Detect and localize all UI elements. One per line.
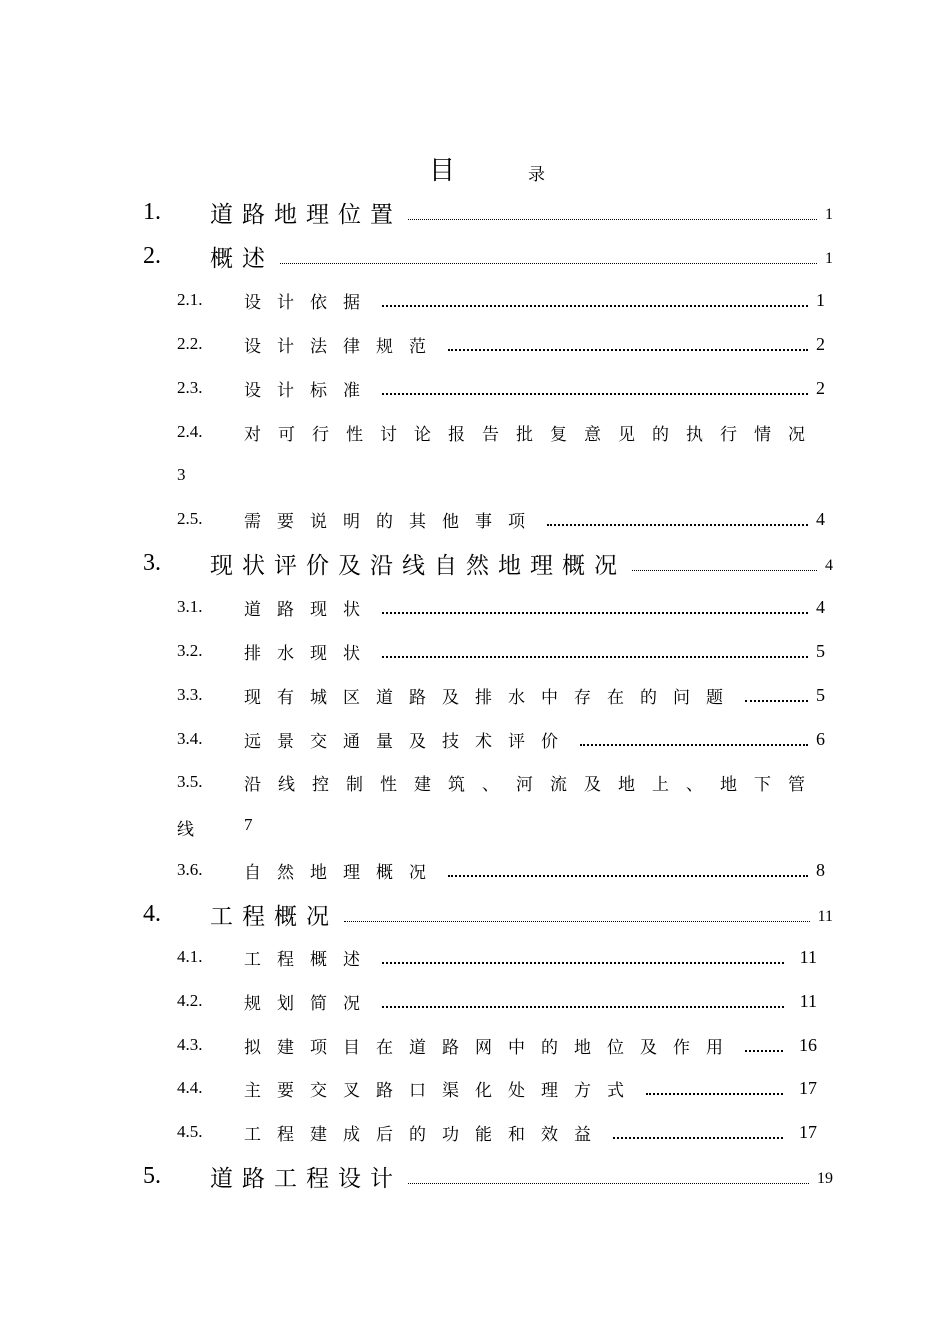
toc-page-number: 4 — [825, 557, 833, 574]
toc-heading: 需要说明的其他事项 — [244, 511, 541, 532]
toc-entry-3-2[interactable] — [177, 631, 825, 671]
toc-page-number: 11 — [799, 946, 817, 967]
toc-page-number: 8 — [816, 859, 825, 880]
toc-page-number: 7 — [244, 815, 253, 834]
toc-heading: 道路地理位置 — [210, 201, 402, 228]
toc-heading: 自然地理概况 — [244, 862, 442, 883]
dot-leader — [408, 205, 817, 220]
toc-entry-2-1[interactable] — [177, 280, 825, 320]
dot-leader — [632, 556, 817, 571]
toc-heading: 规划简况 — [244, 993, 376, 1014]
toc-entry-2-2[interactable] — [177, 324, 825, 364]
toc-heading: 远景交通量及技术评价 — [244, 731, 574, 752]
toc-page-number: 1 — [816, 289, 825, 310]
toc-entry-3[interactable] — [143, 543, 833, 583]
dot-leader — [382, 951, 784, 964]
toc-heading: 设计依据 — [244, 292, 376, 313]
dot-leader — [382, 645, 808, 658]
toc-number: 4.3. — [177, 1035, 203, 1054]
toc-heading: 对可行性讨论报告批复意见的执行情况 — [244, 424, 822, 445]
toc-number: 3.4. — [177, 729, 203, 748]
toc-heading-continuation: 线 — [177, 820, 194, 840]
toc-page-number: 17 — [799, 1121, 817, 1142]
toc-heading: 排水现状 — [244, 643, 376, 664]
toc-number: 2.3. — [177, 378, 203, 397]
dot-leader — [448, 338, 808, 351]
toc-title — [0, 150, 950, 190]
toc-heading: 道路工程设计 — [210, 1165, 402, 1192]
toc-heading: 拟建项目在道路网中的地位及作用 — [244, 1037, 739, 1058]
toc-title-char2: 录 — [528, 165, 545, 185]
toc-number: 2.1. — [177, 290, 203, 309]
toc-number: 3.1. — [177, 597, 203, 616]
toc-page-number: 5 — [816, 640, 825, 661]
toc-entry-3-5[interactable] — [177, 762, 825, 802]
dot-leader — [382, 294, 808, 307]
toc-page-number: 2 — [816, 377, 825, 398]
toc-entry-4-2[interactable] — [177, 981, 817, 1021]
toc-page-number: 2 — [816, 333, 825, 354]
toc-number: 2. — [143, 242, 161, 269]
toc-heading: 主要交叉路口渠化处理方式 — [244, 1080, 640, 1101]
dot-leader — [646, 1082, 783, 1095]
toc-heading: 设计法律规范 — [244, 336, 442, 357]
toc-page-number: 5 — [816, 684, 825, 705]
toc-number: 1. — [143, 198, 161, 225]
toc-number: 4.2. — [177, 991, 203, 1010]
toc-heading: 概述 — [210, 245, 274, 272]
toc-page-number: 1 — [825, 250, 833, 267]
toc-number: 3.2. — [177, 641, 203, 660]
toc-page-number: 4 — [816, 508, 825, 529]
toc-entry-4-3[interactable] — [177, 1025, 817, 1065]
toc-number: 4.5. — [177, 1122, 203, 1141]
toc-entry-4-1[interactable] — [177, 937, 817, 977]
toc-entry-4[interactable] — [143, 894, 833, 934]
toc-heading: 沿线控制性建筑、河流及地上、地下管 — [244, 774, 822, 795]
toc-number: 2.4. — [177, 422, 203, 441]
toc-heading: 设计标准 — [244, 380, 376, 401]
toc-page-number: 17 — [799, 1077, 817, 1098]
toc-heading: 道路现状 — [244, 599, 376, 620]
toc-entry-3-3[interactable] — [177, 675, 825, 715]
toc-entry-5[interactable] — [143, 1156, 833, 1196]
dot-leader — [745, 689, 808, 702]
toc-page-number: 16 — [799, 1034, 817, 1055]
toc-entry-1[interactable] — [143, 192, 833, 232]
toc-number: 2.2. — [177, 334, 203, 353]
toc-number: 4.4. — [177, 1078, 203, 1097]
toc-heading: 工程建成后的功能和效益 — [244, 1124, 607, 1145]
dot-leader — [344, 907, 810, 922]
dot-leader — [547, 513, 808, 526]
toc-page-number: 4 — [816, 596, 825, 617]
dot-leader — [580, 733, 808, 746]
toc-page-number: 1 — [825, 206, 833, 223]
toc-entry-2-5[interactable] — [177, 499, 825, 539]
toc-entry-2[interactable] — [143, 236, 833, 276]
toc-entry-3-1[interactable] — [177, 587, 825, 627]
toc-page-number: 11 — [817, 908, 833, 925]
toc-entry-4-4[interactable] — [177, 1068, 817, 1108]
toc-number: 5. — [143, 1162, 161, 1189]
toc-heading: 现有城区道路及排水中存在的问题 — [244, 687, 739, 708]
toc-page-number: 19 — [817, 1170, 833, 1187]
toc-number: 4. — [143, 900, 161, 927]
toc-number: 2.5. — [177, 509, 203, 528]
dot-leader — [448, 864, 808, 877]
toc-number: 3. — [143, 549, 161, 576]
toc-entry-3-4[interactable] — [177, 719, 825, 759]
toc-number: 3.6. — [177, 860, 203, 879]
dot-leader — [745, 1039, 783, 1052]
toc-entry-3-6[interactable] — [177, 850, 825, 890]
dot-leader — [382, 995, 784, 1008]
toc-number: 3.5. — [177, 772, 203, 791]
toc-entry-2-4[interactable] — [177, 412, 825, 452]
dot-leader — [382, 382, 808, 395]
toc-entry-4-5[interactable] — [177, 1112, 817, 1152]
toc-page-number: 11 — [799, 990, 817, 1011]
toc-title-char1: 目 — [429, 156, 456, 186]
toc-heading: 工程概况 — [210, 903, 338, 930]
dot-leader — [382, 601, 808, 614]
toc-entry-2-3[interactable] — [177, 368, 825, 408]
toc-number: 3.3. — [177, 685, 203, 704]
toc-number: 4.1. — [177, 947, 203, 966]
dot-leader — [280, 249, 817, 264]
dot-leader — [613, 1126, 783, 1139]
dot-leader — [408, 1169, 809, 1184]
toc-page-number: 3 — [177, 465, 186, 484]
toc-heading: 现状评价及沿线自然地理概况 — [210, 552, 626, 579]
toc-page-number: 6 — [816, 728, 825, 749]
toc-heading: 工程概述 — [244, 949, 376, 970]
